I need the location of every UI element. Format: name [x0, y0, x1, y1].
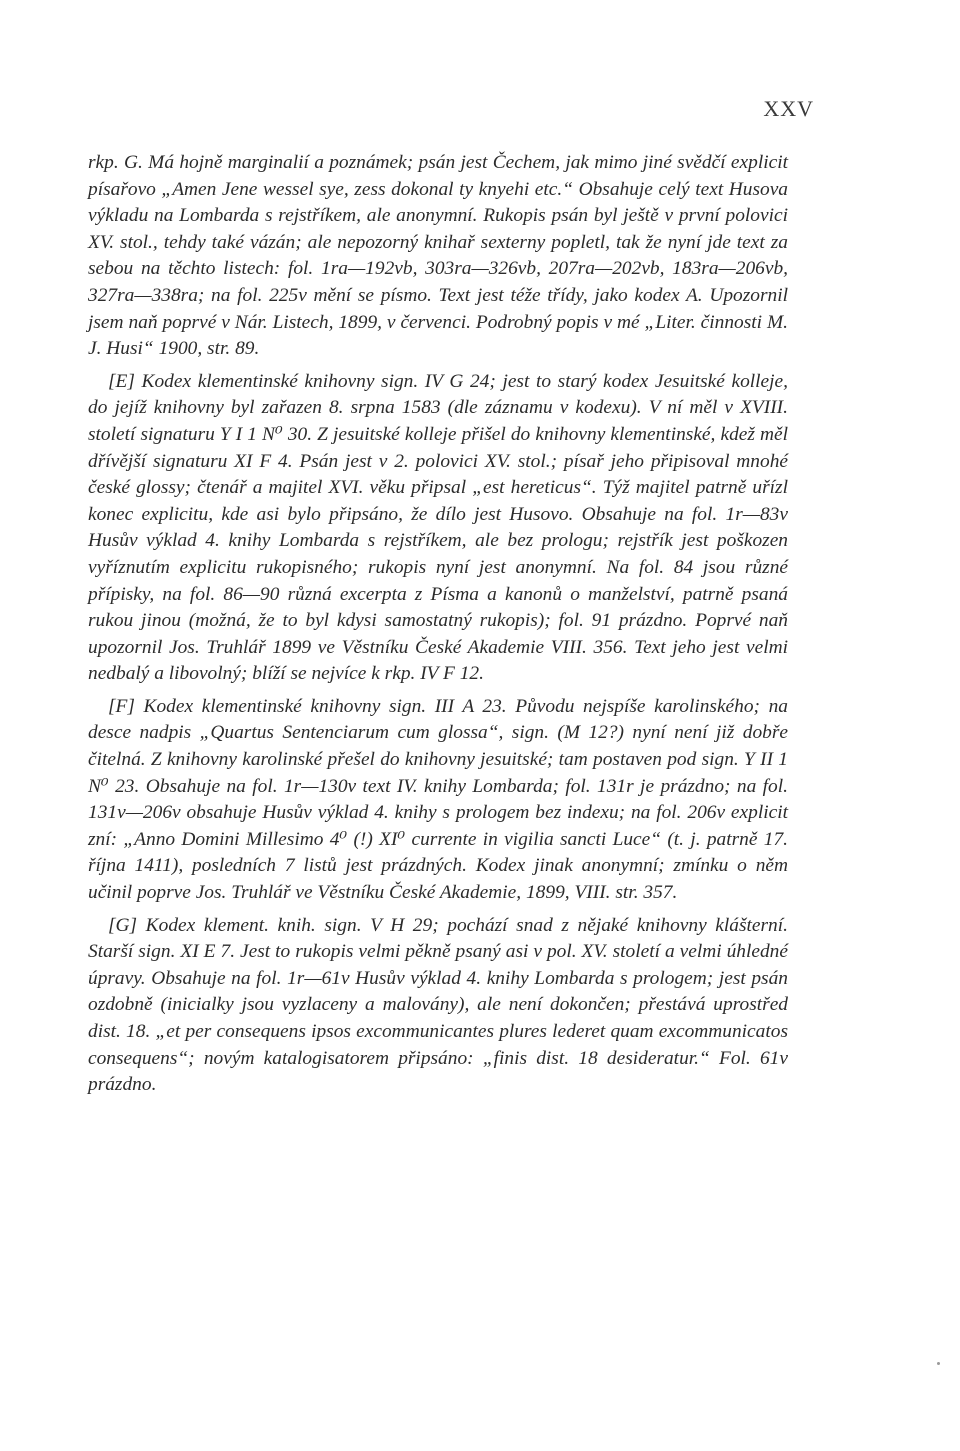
body-text: [88, 150, 788, 1099]
paragraph-continuation: rkp. G. Má hojně marginalií a poznámek; psán jest Čechem, jak mimo jiné svědčí explicit písařovo „Amen Jene wessel sye, zess dokonal ty knyehi etc.“ Obsahuje celý text Husova výkladu na Lombarda s rejstříkem, ale anonymní. Rukopis psán byl ještě v první polovici XV. stol., tehdy také vázán; ale nepozorný knihař sexterny popletl, tak že nyní jde text za sebou na těchto listech: fol. 1ra—192vb, 303ra—326vb, 207ra—202vb, 183ra—206vb, 327ra—338ra; na fol. 225v mění se písmo. Text jest téže třídy, jako kodex A. Upozornil jsem naň poprvé v Nár. Listech, 1899, v červenci. Podrobný popis v mé „Liter. činnosti M. J. Husi“ 1900, str. 89.: [88, 152, 788, 360]
page-number: XXV: [763, 96, 814, 121]
paragraph-codex-f: [F] Kodex klementinské knihovny sign. III A 23. Původu nejspíše karolinského; na desce nadpis „Quartus Sentenciarum cum glossa“, sign. (M 12?) nyní není již dobře čitelná. Z knihovny karolinské přešel do knihovny jesuitské; tam postaven pod sign. Y II 1 N⁰ 23. Obsahuje na fol. 1r—130v text IV. knihy Lombarda; fol. 131r je prázdno; na fol. 131v—206v obsahuje Husův výklad 4. knihy s prologem bez indexu; na fol. 206v explicit zní: „Anno Domini Millesimo 4⁰ (!) XI⁰ currente in vigilia sancti Luce“ (t. j. patrně 17. října 1411), posledních 7 listů jest prázdných. Kodex jinak anonymní; zmínku o něm učinil poprve Jos. Truhlář ve Věstníku České Akademie, 1899, VIII. str. 357.: [88, 695, 788, 904]
scan-speck: [937, 1362, 940, 1365]
paragraph-codex-g: [G] Kodex klement. knih. sign. V H 29; pochází snad z nějaké knihovny klášterní. Starší sign. XI E 7. Jest to rukopis velmi pěkně psaný asi v pol. XV. století a velmi úhledné úpravy. Obsahuje na fol. 1r—61v Husův výklad 4. knihy Lombarda s prologem; jest psán ozdobně (inicialky jsou vyzlaceny a malovány), ale není dokončen; přestává uprostřed dist. 18. „et per consequens ipsos excommunicantes plures lederet quam excommunicatos consequens“; novým katalogisatorem připsáno: „finis dist. 18 desideratur.“ Fol. 61v prázdno.: [88, 914, 788, 1096]
paragraph-codex-e: [E] Kodex klementinské knihovny sign. IV G 24; jest to starý kodex Jesuitské kolleje, do jejíž knihovny byl zařazen 8. srpna 1583 (dle záznamu v kodexu). V ní měl v XVIII. století signaturu Y I 1 N⁰ 30. Z jesuitské kolleje přišel do knihovny klementinské, kdež měl dřívější signaturu XI F 4. Psán jest v 2. polovici XV. stol.; písař jeho připisoval mnohé české glossy; čtenář a majitel XVI. věku připsal „est hereticus“. Týž majitel patrně uřízl konec explicitu, kde asi bylo připsáno, že dílo jest Husovo. Obsahuje na fol. 1r—83v Husův výklad 4. knihy Lombarda s rejstříkem, ale bez prologu; rejstřík jest poškozen vyříznutím explicitu rukopisného; rukopis nyní jest anonymní. Na fol. 84 jsou různé přípisky, na fol. 86—90 různá excerpta z Písma a kanonů o manželství, patrně psaná rukou jinou (možná, že to byl kdysi samostatný rukopis); fol. 91 prázdno. Poprvé naň upozornil Jos. Truhlář 1899 ve Věstníku České Akademie VIII. 356. Text jeho jest velmi nedbalý a libovolný; blíží se nejvíce k rkp. IV F 12.: [88, 370, 788, 685]
